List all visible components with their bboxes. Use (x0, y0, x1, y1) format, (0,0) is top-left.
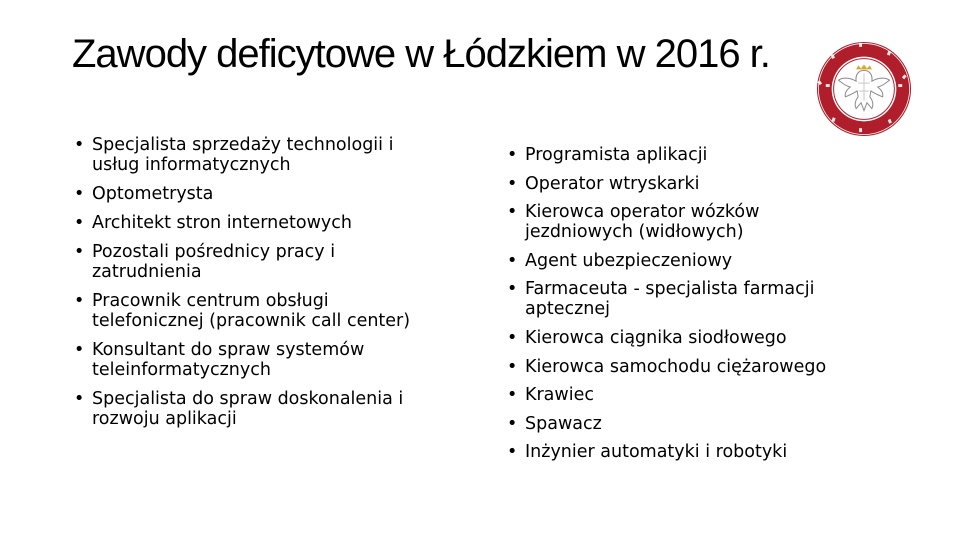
list-item: • Programista aplikacji (505, 145, 850, 165)
list-item: • Spawacz (505, 414, 850, 434)
list-item: • Optometrysta (72, 184, 422, 204)
list-item: • Pozostali pośrednicy pracy i zatrudnienia (72, 242, 422, 282)
list-item: • Krawiec (505, 385, 850, 405)
list-item: • Konsultant do spraw systemów teleinformatycznych (72, 340, 422, 380)
list-item: • Agent ubezpieczeniowy (505, 251, 850, 271)
list-item: • Kierowca ciągnika siodłowego (505, 328, 850, 348)
list-item: • Specjalista do spraw doskonalenia i rozwoju aplikacji (72, 389, 422, 429)
list-item: • Kierowca operator wózków jezdniowych (widłowych) (505, 202, 850, 242)
left-occupation-list (72, 135, 422, 438)
right-occupation-list (505, 145, 850, 471)
list-item: • Farmaceuta - specjalista farmacji aptecznej (505, 279, 850, 319)
list-item: • Specjalista sprzedaży technologii i usług informatycznych (72, 135, 422, 175)
list-item: • Pracownik centrum obsługi telefonicznej (pracownik call center) (72, 291, 422, 331)
list-item: • Operator wtryskarki (505, 174, 850, 194)
list-item: • Inżynier automatyki i robotyki (505, 442, 850, 462)
voivodeship-office-seal-icon (815, 40, 913, 138)
list-item: • Kierowca samochodu ciężarowego (505, 357, 850, 377)
slide-title: Zawody deficytowe w Łódzkiem w 2016 r. (72, 32, 770, 76)
list-item: • Architekt stron internetowych (72, 213, 422, 233)
